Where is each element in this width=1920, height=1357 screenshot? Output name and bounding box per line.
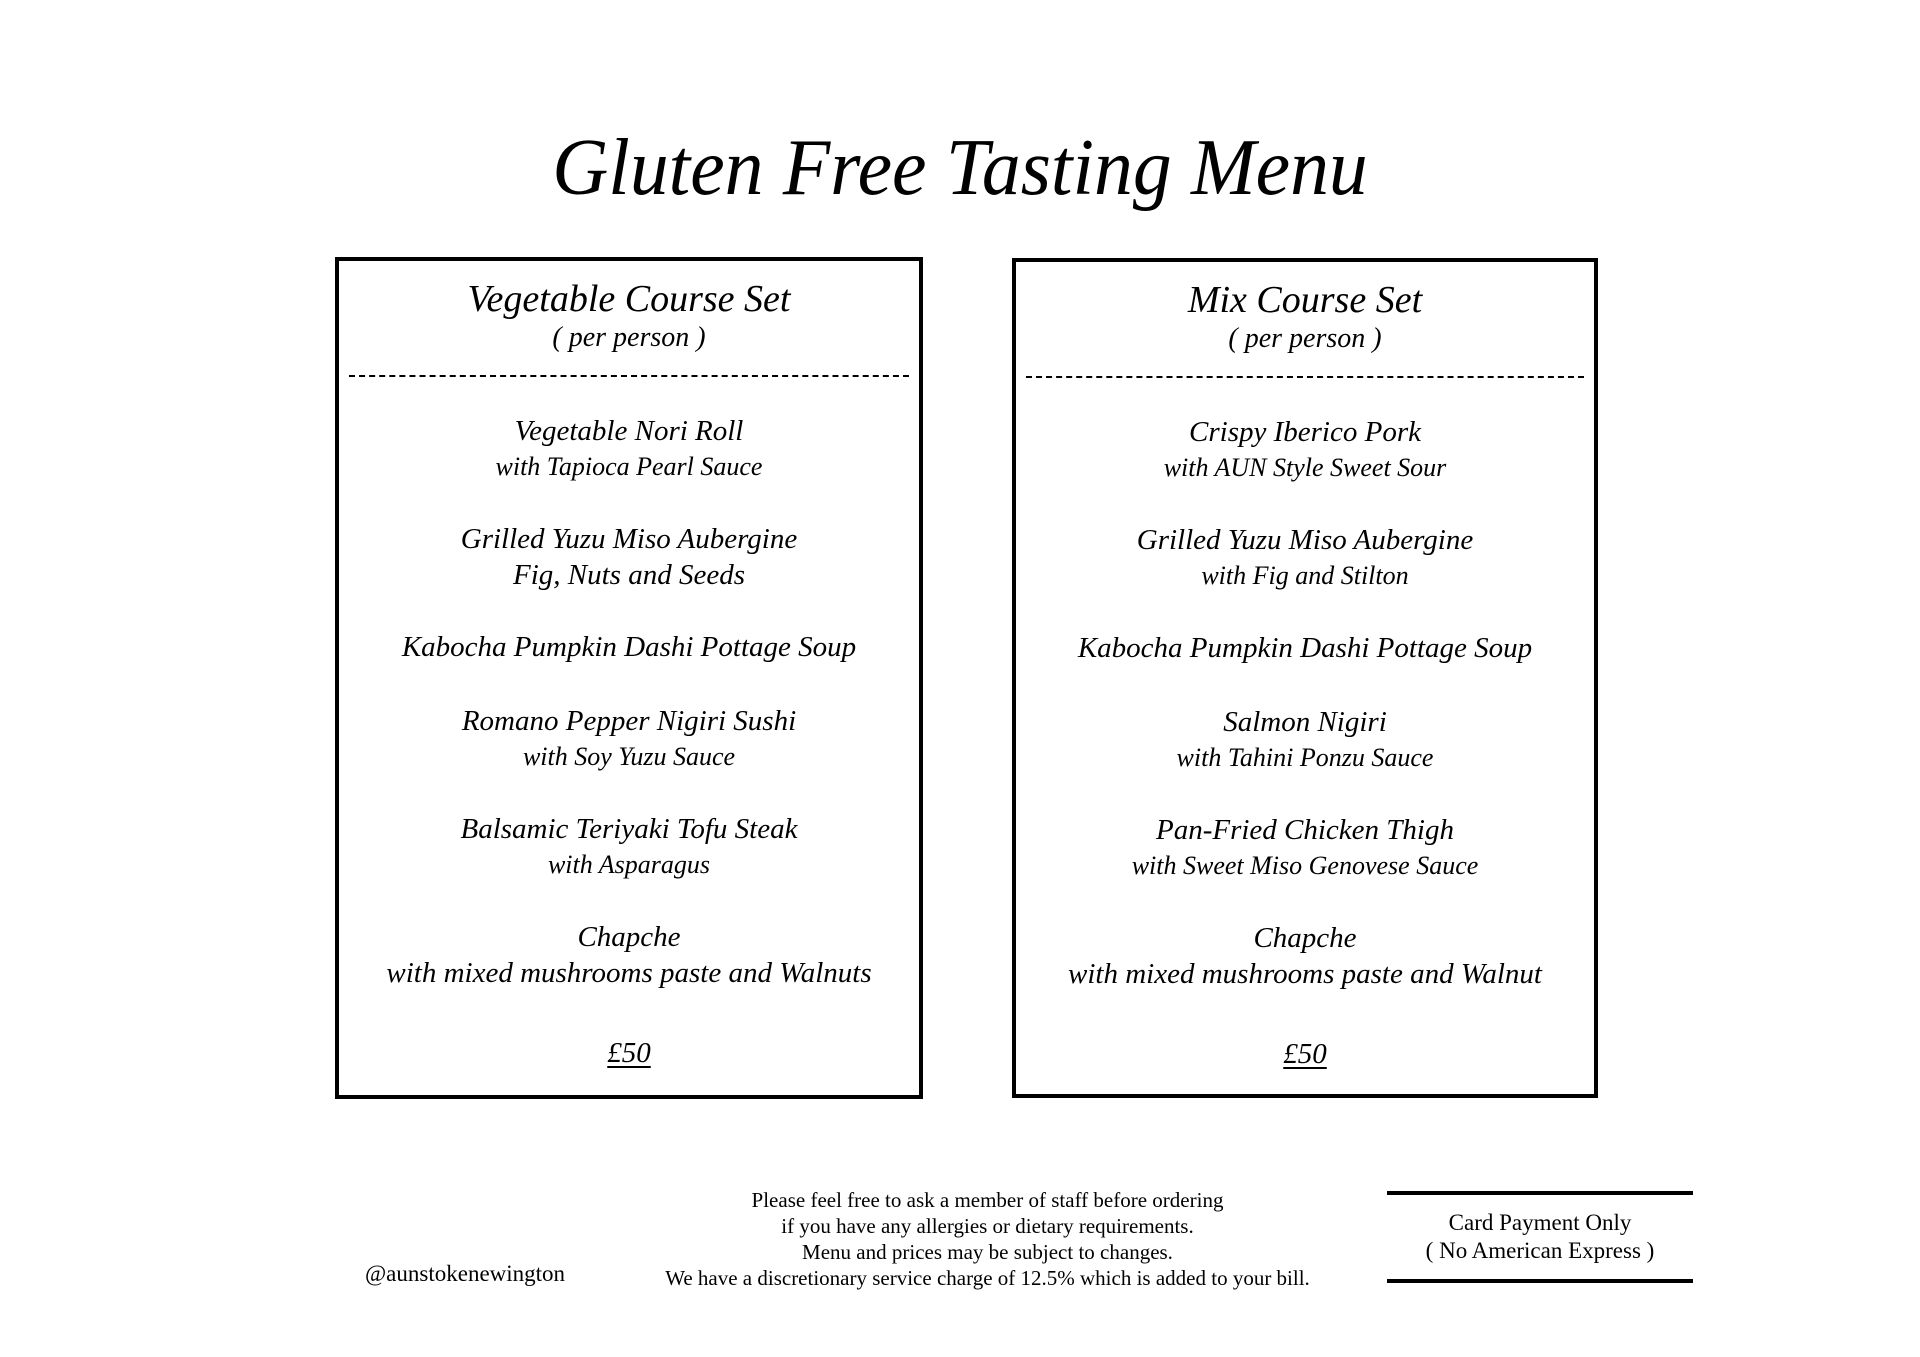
course-detail: with Soy Yuzu Sauce [522,742,736,771]
course-detail: with mixed mushrooms paste and Walnut [1068,958,1542,990]
footer-notes [600,1187,1375,1291]
course-item [1016,630,1594,666]
course-item [1016,522,1594,594]
menu-card-header [339,261,919,375]
menu-card-subtitle: ( per person ) [552,322,706,353]
footer-note-line: We have a discretionary service charge of 12.5% which is added to your bill. [665,1266,1310,1290]
footer-note-line: Menu and prices may be subject to changes. [802,1240,1173,1264]
course-name: Chapche [577,921,681,953]
course-name: Crispy Iberico Pork [1189,416,1421,448]
course-item [339,811,919,883]
course-item [339,629,919,665]
course-item [339,521,919,593]
course-name: Romano Pepper Nigiri Sushi [461,705,797,737]
price-label: £50 [607,1037,651,1069]
course-name: Kabocha Pumpkin Dashi Pottage Soup [1077,632,1533,664]
social-handle: @aunstokenewington [365,1261,566,1286]
course-detail: with AUN Style Sweet Sour [1163,453,1447,482]
course-detail: with Asparagus [547,850,711,879]
course-detail: with Fig and Stilton [1201,561,1409,590]
footer-note-line: Please feel free to ask a member of staff before ordering [751,1188,1224,1212]
footer-note-line: if you have any allergies or dietary requirements. [781,1214,1194,1238]
course-item [1016,704,1594,776]
menu-card-header [1016,262,1594,376]
payment-line: ( No American Express ) [1425,1238,1655,1263]
mix-course-set-card [1012,258,1598,1098]
course-detail: with mixed mushrooms paste and Walnuts [386,957,872,989]
payment-notice [1387,1191,1693,1283]
vegetable-course-set-card [335,257,923,1099]
menu-card-title: Vegetable Course Set [467,278,791,320]
price-label: £50 [1283,1038,1327,1070]
payment-line: Card Payment Only [1448,1210,1632,1235]
menu-card-subtitle: ( per person ) [1228,323,1382,354]
course-name: Vegetable Nori Roll [514,415,744,447]
course-detail: Fig, Nuts and Seeds [513,559,745,591]
course-name: Salmon Nigiri [1223,706,1387,738]
course-detail: with Tahini Ponzu Sauce [1176,743,1434,772]
course-list [339,377,919,1071]
course-item [1016,812,1594,884]
course-item [1016,414,1594,486]
page-title: Gluten Free Tasting Menu [552,124,1368,212]
course-item [339,919,919,991]
course-item [339,703,919,775]
menu-card-title: Mix Course Set [1187,279,1423,321]
course-name: Chapche [1253,922,1357,954]
course-name: Kabocha Pumpkin Dashi Pottage Soup [401,631,857,663]
course-list [1016,378,1594,1072]
course-item [339,413,919,485]
course-name: Grilled Yuzu Miso Aubergine [1136,524,1474,556]
course-name: Balsamic Teriyaki Tofu Steak [460,813,798,845]
course-detail: with Sweet Miso Genovese Sauce [1131,851,1479,880]
course-item [1016,920,1594,992]
course-name: Grilled Yuzu Miso Aubergine [460,523,798,555]
course-detail: with Tapioca Pearl Sauce [495,452,763,481]
course-name: Pan-Fried Chicken Thigh [1155,814,1454,846]
